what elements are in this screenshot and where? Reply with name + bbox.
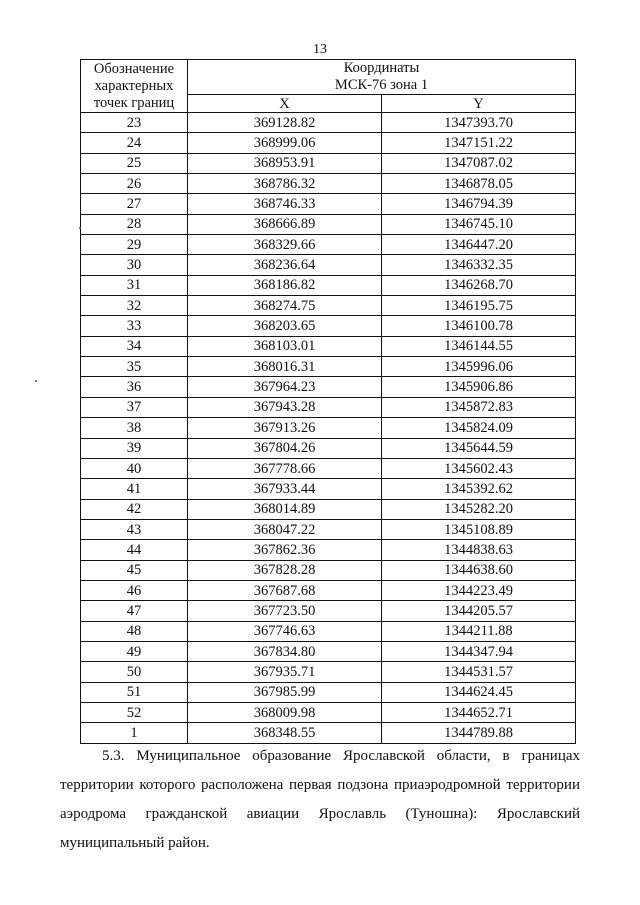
x-coordinate-cell: 367933.44 — [188, 479, 382, 499]
point-number-cell: 36 — [81, 377, 188, 397]
x-coordinate-cell: 368014.89 — [188, 499, 382, 519]
table-row — [81, 580, 576, 600]
y-coordinate-cell: 1344347.94 — [382, 641, 576, 661]
table-row — [81, 113, 576, 133]
point-number-cell: 47 — [81, 601, 188, 621]
x-coordinate-cell: 367913.26 — [188, 418, 382, 438]
x-coordinate-cell: 368236.64 — [188, 255, 382, 275]
table-row — [81, 235, 576, 255]
y-coordinate-cell: 1344205.57 — [382, 601, 576, 621]
y-coordinate-cell: 1345602.43 — [382, 458, 576, 478]
header-x: X — [188, 95, 382, 113]
table-body — [81, 113, 576, 744]
point-number-cell: 43 — [81, 519, 188, 539]
header-point-line3: точек границ — [93, 94, 175, 111]
x-coordinate-cell: 369128.82 — [188, 113, 382, 133]
x-coordinate-cell: 367985.99 — [188, 682, 382, 702]
y-coordinate-cell: 1346878.05 — [382, 174, 576, 194]
x-coordinate-cell: 367828.28 — [188, 560, 382, 580]
x-coordinate-cell: 367862.36 — [188, 540, 382, 560]
y-coordinate-cell: 1346100.78 — [382, 316, 576, 336]
x-coordinate-cell: 368009.98 — [188, 702, 382, 722]
x-coordinate-cell: 368953.91 — [188, 153, 382, 173]
y-coordinate-cell: 1346195.75 — [382, 296, 576, 316]
y-coordinate-cell: 1345282.20 — [382, 499, 576, 519]
x-coordinate-cell: 367804.26 — [188, 438, 382, 458]
coordinates-table — [80, 59, 576, 744]
table-row — [81, 397, 576, 417]
header-point-line1: Обозначение — [93, 60, 175, 77]
table-row — [81, 519, 576, 539]
header-point-line2: характерных — [94, 77, 174, 94]
y-coordinate-cell: 1346794.39 — [382, 194, 576, 214]
point-number-cell: 23 — [81, 113, 188, 133]
y-coordinate-cell: 1346447.20 — [382, 235, 576, 255]
point-number-cell: 42 — [81, 499, 188, 519]
y-coordinate-cell: 1345996.06 — [382, 357, 576, 377]
x-coordinate-cell: 367687.68 — [188, 580, 382, 600]
x-coordinate-cell: 368348.55 — [188, 723, 382, 743]
y-coordinate-cell: 1345824.09 — [382, 418, 576, 438]
y-coordinate-cell: 1347151.22 — [382, 133, 576, 153]
point-number-cell: 37 — [81, 397, 188, 417]
header-coordinates — [188, 60, 576, 95]
table-row — [81, 601, 576, 621]
point-number-cell: 41 — [81, 479, 188, 499]
point-number-cell: 51 — [81, 682, 188, 702]
header-coordinates-line2: МСК-76 зона 1 — [334, 77, 429, 93]
x-coordinate-cell: 368103.01 — [188, 336, 382, 356]
point-number-cell: 49 — [81, 641, 188, 661]
y-coordinate-cell: 1346144.55 — [382, 336, 576, 356]
table-row — [81, 296, 576, 316]
point-number-cell: 50 — [81, 662, 188, 682]
table-row — [81, 621, 576, 641]
x-coordinate-cell: 367964.23 — [188, 377, 382, 397]
x-coordinate-cell: 368274.75 — [188, 296, 382, 316]
point-number-cell: 34 — [81, 336, 188, 356]
x-coordinate-cell: 367746.63 — [188, 621, 382, 641]
x-coordinate-cell: 368329.66 — [188, 235, 382, 255]
x-coordinate-cell: 367723.50 — [188, 601, 382, 621]
scan-dot — [35, 380, 37, 382]
x-coordinate-cell: 368666.89 — [188, 214, 382, 234]
y-coordinate-cell: 1347393.70 — [382, 113, 576, 133]
y-coordinate-cell: 1344531.57 — [382, 662, 576, 682]
y-coordinate-cell: 1344652.71 — [382, 702, 576, 722]
table-row — [81, 153, 576, 173]
point-number-cell: 24 — [81, 133, 188, 153]
x-coordinate-cell: 368203.65 — [188, 316, 382, 336]
point-number-cell: 48 — [81, 621, 188, 641]
table-row — [81, 662, 576, 682]
table-row — [81, 479, 576, 499]
y-coordinate-cell: 1344211.88 — [382, 621, 576, 641]
point-number-cell: 39 — [81, 438, 188, 458]
table-row — [81, 357, 576, 377]
y-coordinate-cell: 1344789.88 — [382, 723, 576, 743]
point-number-cell: 33 — [81, 316, 188, 336]
header-point-designation — [81, 60, 188, 113]
point-number-cell: 44 — [81, 540, 188, 560]
point-number-cell: 52 — [81, 702, 188, 722]
table-row — [81, 682, 576, 702]
x-coordinate-cell: 367834.80 — [188, 641, 382, 661]
table-row — [81, 214, 576, 234]
table-row — [81, 275, 576, 295]
table-row — [81, 316, 576, 336]
table-row — [81, 174, 576, 194]
page-number: 13 — [313, 42, 327, 57]
point-number-cell: 40 — [81, 458, 188, 478]
table-row — [81, 418, 576, 438]
table-row — [81, 560, 576, 580]
table-row — [81, 336, 576, 356]
table-row — [81, 438, 576, 458]
table-row — [81, 540, 576, 560]
table-row — [81, 723, 576, 743]
paragraph-5-3: 5.3. Муниципальное образование Ярославской области, в границах территории которого расположена первая подзона приаэродромной территории аэродрома гражданской авиации Ярославль (Туношна): Ярославский муниципальный район. — [60, 748, 580, 851]
point-number-cell: 46 — [81, 580, 188, 600]
y-coordinate-cell: 1346332.35 — [382, 255, 576, 275]
point-number-cell: 29 — [81, 235, 188, 255]
y-coordinate-cell: 1346745.10 — [382, 214, 576, 234]
y-coordinate-cell: 1345644.59 — [382, 438, 576, 458]
table-row — [81, 133, 576, 153]
x-coordinate-cell: 368047.22 — [188, 519, 382, 539]
x-coordinate-cell: 368999.06 — [188, 133, 382, 153]
header-y: Y — [382, 95, 576, 113]
y-coordinate-cell: 1344638.60 — [382, 560, 576, 580]
table-row — [81, 377, 576, 397]
point-number-cell: 35 — [81, 357, 188, 377]
scan-dot — [79, 227, 81, 229]
table-header-row — [81, 60, 576, 95]
x-coordinate-cell: 368016.31 — [188, 357, 382, 377]
x-coordinate-cell: 368786.32 — [188, 174, 382, 194]
header-coordinates-line1: Координаты — [343, 60, 420, 76]
point-number-cell: 38 — [81, 418, 188, 438]
x-coordinate-cell: 367935.71 — [188, 662, 382, 682]
y-coordinate-cell: 1344838.63 — [382, 540, 576, 560]
point-number-cell: 27 — [81, 194, 188, 214]
x-coordinate-cell: 367778.66 — [188, 458, 382, 478]
x-coordinate-cell: 367943.28 — [188, 397, 382, 417]
point-number-cell: 31 — [81, 275, 188, 295]
y-coordinate-cell: 1344624.45 — [382, 682, 576, 702]
y-coordinate-cell: 1345872.83 — [382, 397, 576, 417]
point-number-cell: 26 — [81, 174, 188, 194]
table-row — [81, 194, 576, 214]
table-row — [81, 499, 576, 519]
y-coordinate-cell: 1346268.70 — [382, 275, 576, 295]
y-coordinate-cell: 1344223.49 — [382, 580, 576, 600]
point-number-cell: 28 — [81, 214, 188, 234]
y-coordinate-cell: 1345108.89 — [382, 519, 576, 539]
table-row — [81, 641, 576, 661]
point-number-cell: 32 — [81, 296, 188, 316]
point-number-cell: 25 — [81, 153, 188, 173]
point-number-cell: 45 — [81, 560, 188, 580]
x-coordinate-cell: 368746.33 — [188, 194, 382, 214]
y-coordinate-cell: 1345906.86 — [382, 377, 576, 397]
point-number-cell: 30 — [81, 255, 188, 275]
point-number-cell: 1 — [81, 723, 188, 743]
table-row — [81, 255, 576, 275]
table-row — [81, 702, 576, 722]
y-coordinate-cell: 1345392.62 — [382, 479, 576, 499]
y-coordinate-cell: 1347087.02 — [382, 153, 576, 173]
x-coordinate-cell: 368186.82 — [188, 275, 382, 295]
table-row — [81, 458, 576, 478]
